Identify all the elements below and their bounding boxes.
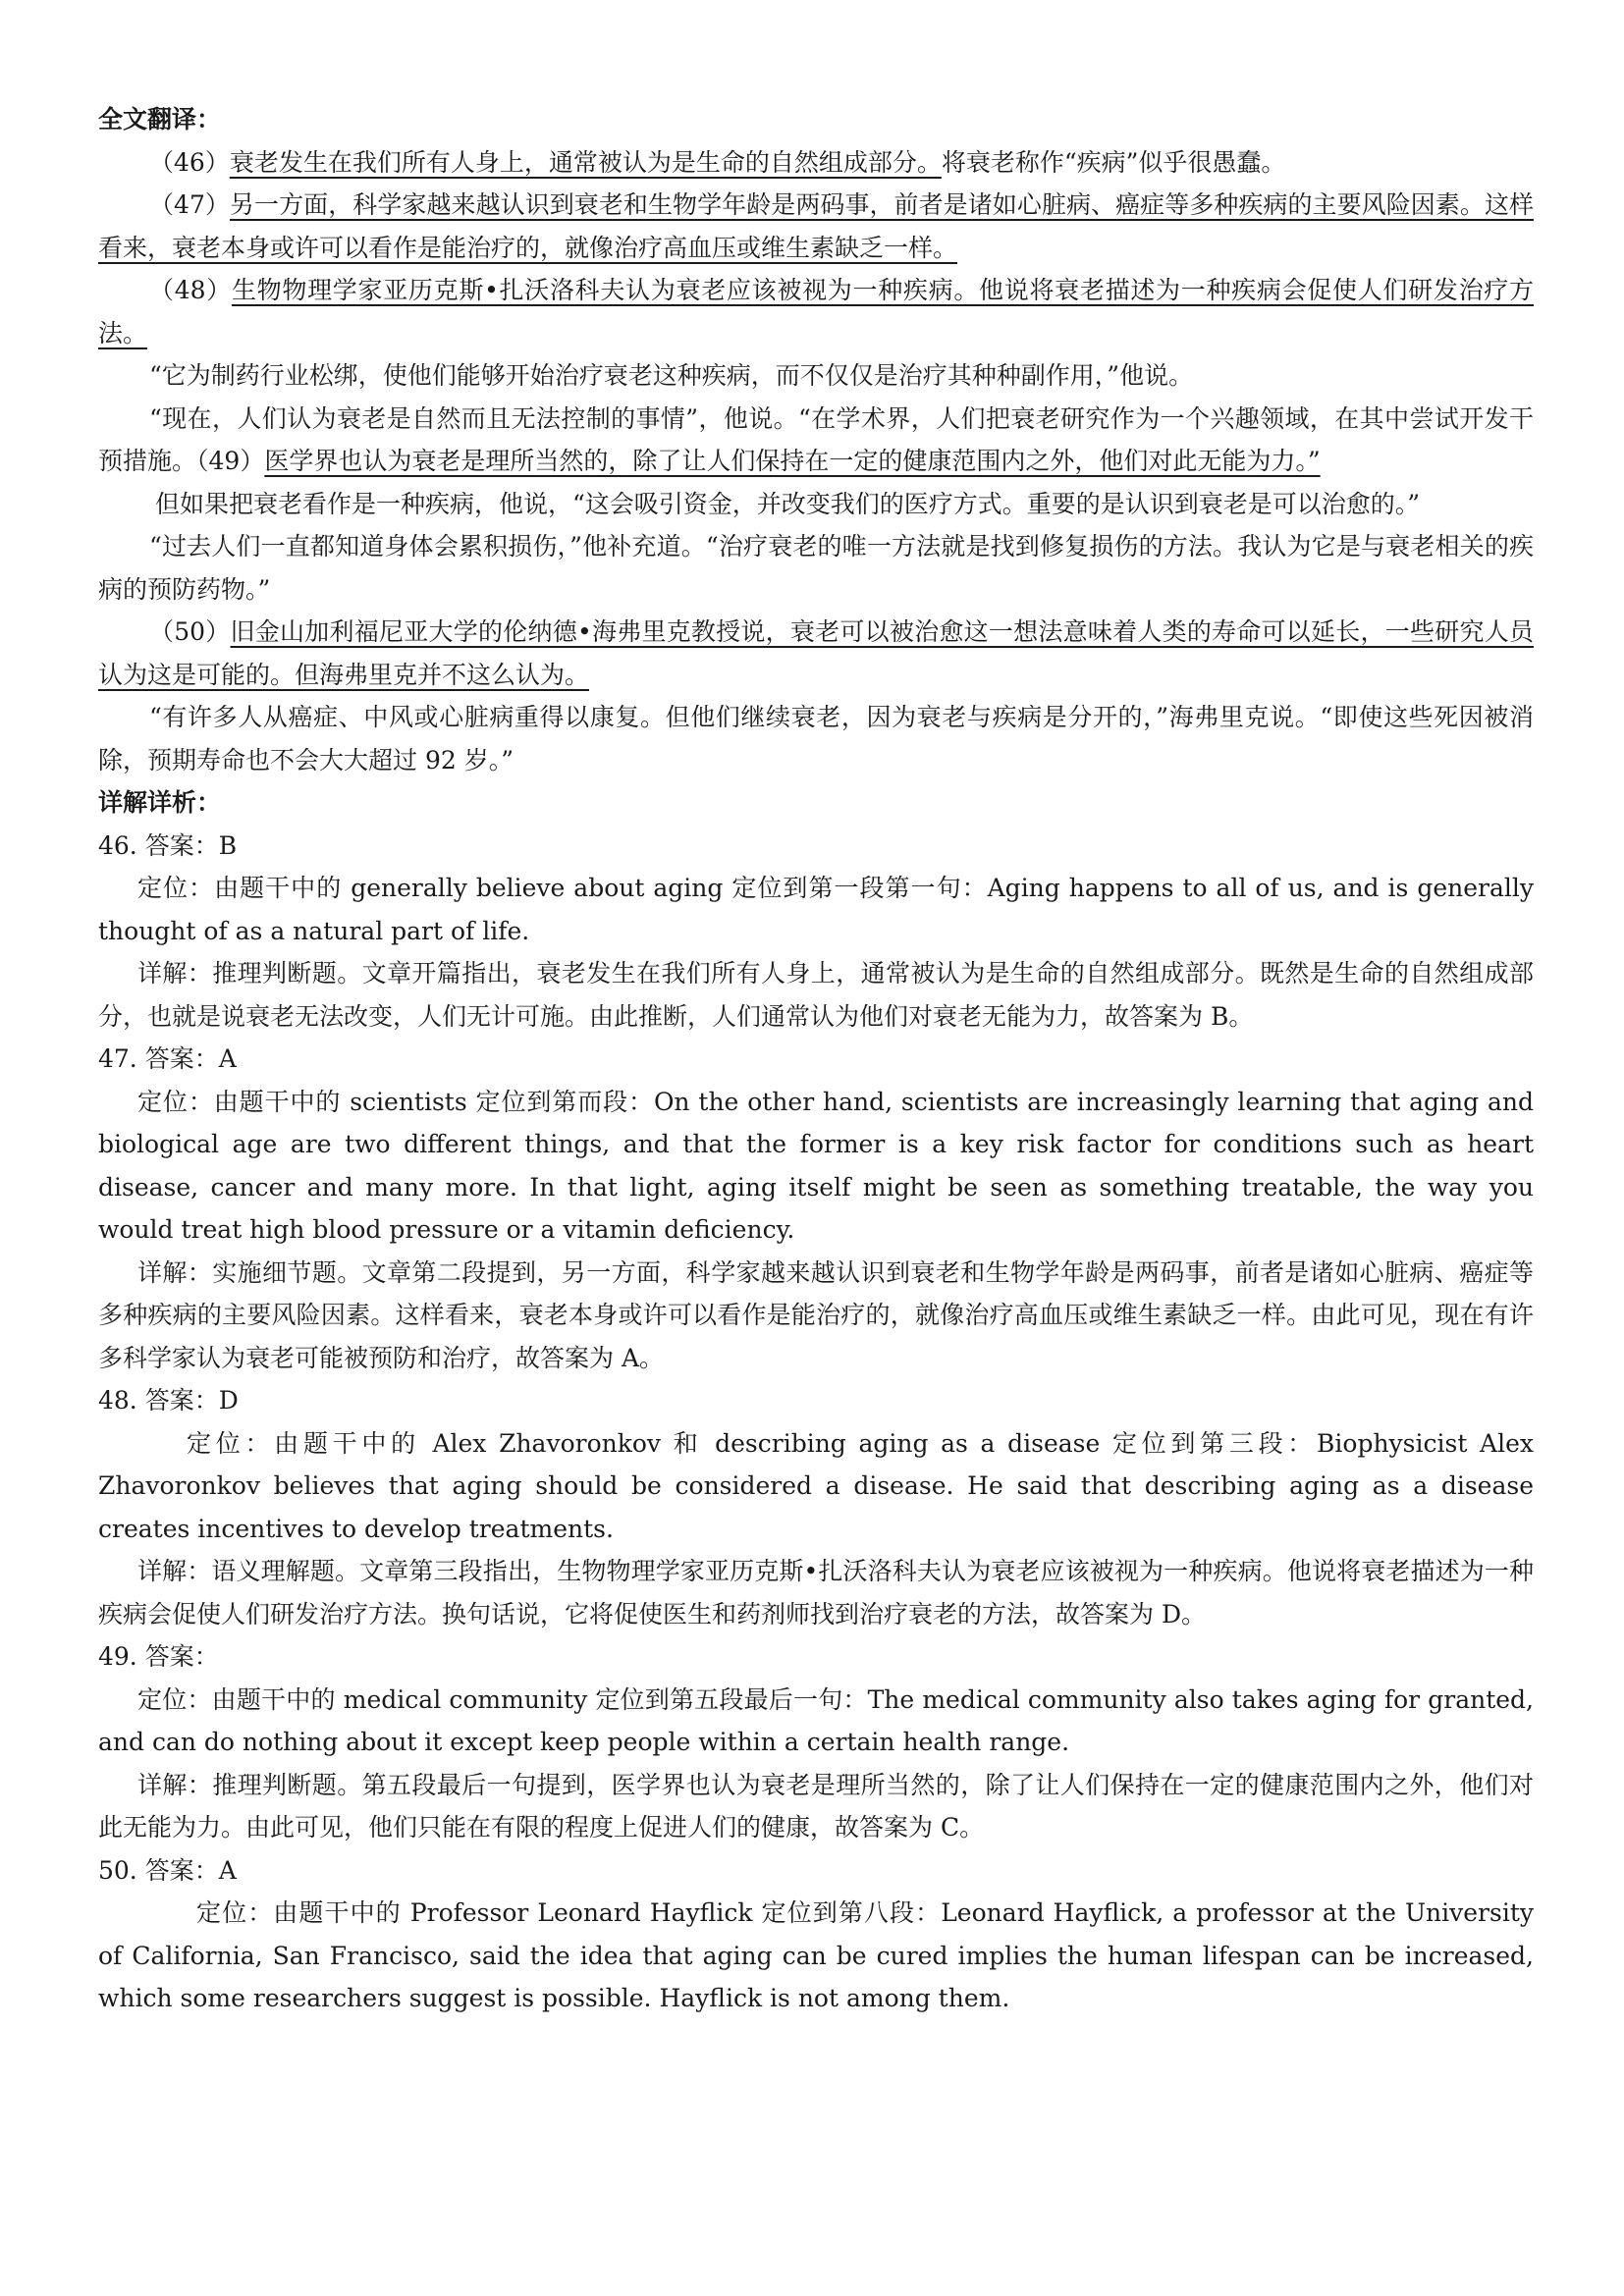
- translation-quote-3: “过去人们一直都知道身体会累积损伤，”他补充道。“治疗衰老的唯一方法就是找到修复损伤的方法。我认为它是与衰老相关的疾病的预防药物。”: [98, 532, 1534, 604]
- detail-46: 详解：推理判断题。文章开篇指出，衰老发生在我们所有人身上，通常被认为是生命的自然组成部分。既然是生命的自然组成部分，也就是说衰老无法改变，人们无计可施。由此推断，人们通常认为他们对衰老无能为力，故答案为 B。: [98, 959, 1534, 1031]
- translation-quote-2: 但如果把衰老看作是一种疾病，他说，“这会吸引资金，并改变我们的医疗方式。重要的是认识到衰老是可以治愈的。”: [155, 489, 1421, 518]
- detail-47: 详解：实施细节题。文章第二段提到，另一方面，科学家越来越认识到衰老和生物学年龄是两码事，前者是诸如心脏病、癌症等多种疾病的主要风险因素。这样看来，衰老本身或许可以看作是能治疗的，就像治疗高血压或维生素缺乏一样。由此可见，现在有许多科学家认为衰老可能被预防和治疗，故答案为 A。: [98, 1257, 1534, 1372]
- answer-50: 50. 答案：A: [98, 1855, 237, 1885]
- translation-quote-1: “它为制药行业松绑，使他们能够开始治疗衰老这种疾病，而不仅仅是治疗其种种副作用，”他说。: [149, 361, 1194, 390]
- detail-49: 详解：推理判断题。第五段最后一句提到，医学界也认为衰老是理所当然的，除了让人们保持在一定的健康范围内之外，他们对此无能为力。由此可见，他们只能在有限的程度上促进人们的健康，故答案为 C。: [98, 1770, 1534, 1842]
- translation-paragraph-50: [98, 611, 1534, 696]
- translation-paragraph-46: [98, 141, 1534, 185]
- locate-50: 定位：由题干中的 Professor Leonard Hayflick 定位到第八段：Leonard Hayflick, a professor at the University of California, San Francisco, said the idea that aging can be cured implies the human lifespan can be increased, which some researchers suggest is possible. Hayflick is not among them.: [98, 1898, 1534, 2012]
- locate-49: 定位：由题干中的 medical community 定位到第五段最后一句：The medical community also takes aging for granted, and can do nothing about it except keep people within a certain health range.: [98, 1684, 1534, 1756]
- underlined-sentence: 旧金山加利福尼亚大学的伦纳德•海弗里克教授说，衰老可以被治愈这一想法意味着人类的寿命可以延长，一些研究人员认为这是可能的。但海弗里克并不这么认为。: [98, 617, 1534, 689]
- analysis-heading: 详解详析：: [98, 788, 222, 817]
- translation-quote-4: “有许多人从癌症、中风或心脏病重得以康复。但他们继续衰老，因为衰老与疾病是分开的，”海弗里克说。“即使这些死因被消除，预期寿命也不会大大超过 92 岁。”: [98, 703, 1534, 774]
- question-number: （48）: [149, 276, 232, 304]
- answer-46: 46. 答案：B: [98, 830, 238, 860]
- underlined-sentence: 生物物理学家亚历克斯•扎沃洛科夫认为衰老应该被视为一种疾病。他说将衰老描述为一种疾病会促使人们研发治疗方法。: [98, 276, 1534, 347]
- underlined-sentence: 医学界也认为衰老是理所当然的，除了让人们保持在一定的健康范围内之外，他们对此无能为力。”: [264, 447, 1321, 475]
- translation-paragraph-47: [98, 184, 1534, 269]
- translation-paragraph-49: [98, 398, 1534, 483]
- question-number: （49）: [196, 447, 265, 475]
- sentence: “现在，人们认为衰老是自然而且无法控制的事情”，他说。“在学术界，人们把衰老研究作为一个兴趣领域，在其中尝试开发干预措施。: [98, 403, 1534, 475]
- locate-47: 定位：由题干中的 scientists 定位到第而段：On the other hand, scientists are increasingly learning that aging and biological age are two different things, and that the former is a key risk factor for conditions such as heart disease, cancer and many more. In that light, aging itself might be seen as something treatable, the way you would treat high blood pressure or a vitamin deficiency.: [98, 1087, 1534, 1244]
- translation-heading: 全文翻译：: [98, 105, 222, 133]
- answer-49: 49. 答案：: [98, 1642, 219, 1671]
- detail-48: 详解：语义理解题。文章第三段指出，生物物理学家亚历克斯•扎沃洛科夫认为衰老应该被视为一种疾病。他说将衰老描述为一种疾病会促使人们研发治疗方法。换句话说，它将促使医生和药剂师找到治疗衰老的方法，故答案为 D。: [98, 1557, 1534, 1629]
- translation-paragraph-48: [98, 269, 1534, 354]
- answer-48: 48. 答案：D: [98, 1386, 239, 1415]
- question-number: （47）: [149, 190, 230, 219]
- underlined-sentence: 另一方面，科学家越来越认识到衰老和生物学年龄是两码事，前者是诸如心脏病、癌症等多种疾病的主要风险因素。这样看来，衰老本身或许可以看作是能治疗的，就像治疗高血压或维生素缺乏一样。: [98, 190, 1535, 262]
- question-number: （46）: [149, 147, 230, 177]
- sentence: 将衰老称作“疾病”似乎很愚蠢。: [941, 147, 1286, 177]
- underlined-sentence: 衰老发生在我们所有人身上，通常被认为是生命的自然组成部分。: [229, 147, 942, 177]
- answer-47: 47. 答案：A: [98, 1044, 237, 1073]
- locate-46: 定位：由题干中的 generally believe about aging 定位到第一段第一句：Aging happens to all of us, and is generally thought of as a natural part of life.: [98, 874, 1534, 945]
- locate-48: 定位：由题干中的 Alex Zhavoronkov 和 describing aging as a disease 定位到第三段：Biophysicist Alex Zhavoronkov believes that aging should be considered a disease. He said that describing aging as a disease creates incentives to develop treatments.: [98, 1428, 1534, 1543]
- question-number: （50）: [149, 617, 231, 646]
